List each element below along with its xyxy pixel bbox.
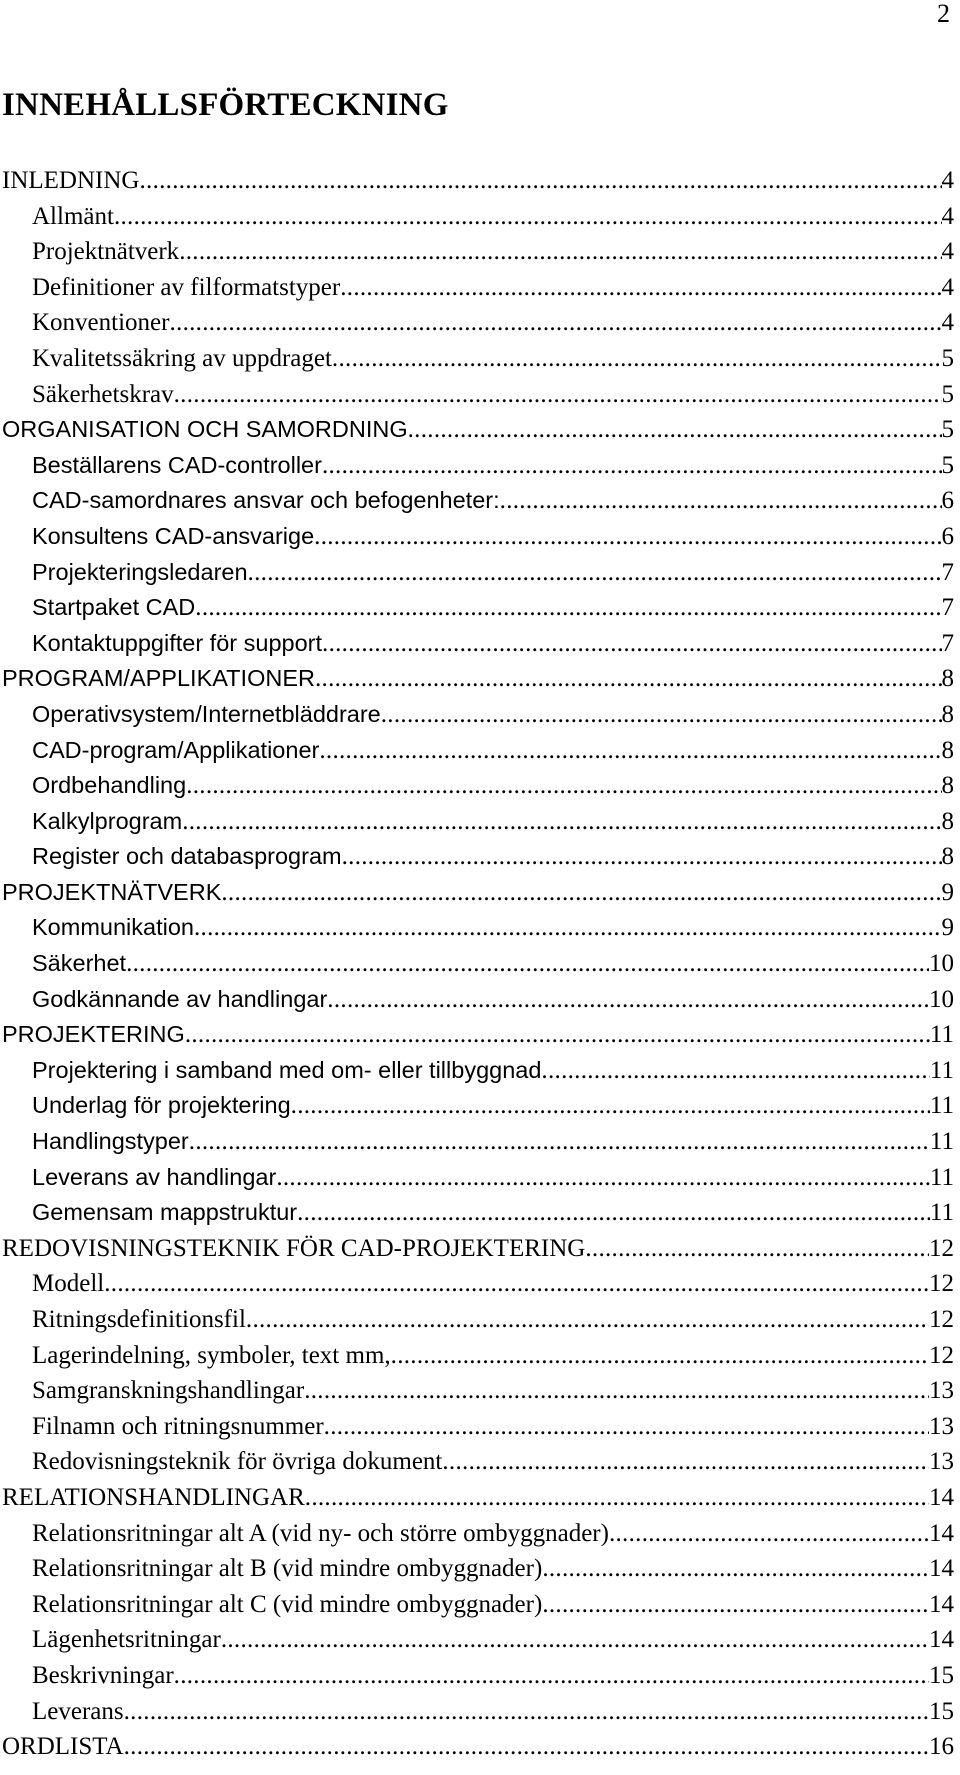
toc-dot-leader [246,1302,929,1338]
toc-section-entry[interactable] [2,1551,954,1587]
toc-entry-page-number: 4 [941,309,954,337]
toc-section-entry[interactable] [2,1658,954,1694]
toc-entry-page-number: 11 [929,1199,954,1227]
toc-entry-page-number: 9 [941,878,954,906]
toc-section-entry[interactable] [2,1124,954,1160]
toc-entry-label: Underlag för projektering [32,1092,291,1119]
toc-entry-label: Säkerhetskrav [32,380,174,408]
toc-dot-leader [342,839,942,875]
toc-dot-leader [297,1195,930,1231]
toc-entry-page-number: 13 [929,1448,954,1476]
table-of-contents [2,163,954,1765]
toc-entry-page-number: 8 [941,772,954,800]
toc-dot-leader [542,1587,929,1623]
toc-dot-leader [332,341,942,377]
toc-section-entry[interactable] [2,1160,954,1196]
toc-entry-page-number: 5 [941,416,954,444]
toc-dot-leader [182,804,941,840]
toc-entry-label: Beställarens CAD-controller [32,451,322,478]
toc-dot-leader [169,305,941,341]
toc-section-entry[interactable] [2,1195,954,1231]
page-number: 2 [937,0,950,28]
toc-entry-label: Projektnätverk [32,238,180,266]
toc-section-entry[interactable] [2,1302,954,1338]
toc-section-entry[interactable] [2,946,954,982]
toc-entry-label: PROJEKTNÄTVERK [2,878,222,905]
toc-entry-label: Kvalitetssäkring av uppdraget [32,344,332,372]
toc-dot-leader [139,163,941,199]
toc-dot-leader [304,1373,929,1409]
toc-dot-leader [174,377,942,413]
toc-section-entry[interactable] [2,1622,954,1658]
toc-chapter-entry[interactable] [2,661,954,697]
toc-entry-label: PROJEKTERING [2,1021,185,1048]
toc-entry-label: Projekteringsledaren [32,558,248,585]
toc-entry-label: ORGANISATION OCH SAMORDNING [2,416,408,443]
toc-entry-page-number: 12 [929,1270,954,1298]
toc-entry-label: Kommunikation [32,914,194,941]
toc-entry-page-number: 12 [929,1234,954,1262]
toc-section-entry[interactable] [2,1266,954,1302]
toc-dot-leader [391,1338,929,1374]
toc-entry-label: Samgranskningshandlingar [32,1377,305,1405]
toc-entry-label: Relationsritningar alt B (vid mindre ombyggnader) [32,1555,543,1583]
toc-entry-label: Ordbehandling [32,772,187,799]
toc-entry-page-number: 4 [941,238,954,266]
toc-entry-page-number: 12 [929,1306,954,1333]
toc-entry-page-number: 15 [929,1697,954,1725]
toc-entry-label: ORDLISTA [2,1733,124,1761]
toc-chapter-entry[interactable] [2,412,954,448]
toc-section-entry[interactable] [2,804,954,840]
toc-entry-page-number: 14 [929,1555,954,1583]
toc-entry-page-number: 7 [941,558,954,586]
toc-dot-leader [408,412,942,448]
toc-dot-leader [381,697,942,733]
toc-section-entry[interactable] [2,982,954,1018]
toc-dot-leader [609,1516,929,1552]
toc-entry-label: Modell [32,1270,105,1298]
toc-dot-leader [114,199,942,235]
toc-entry-page-number: 14 [929,1626,954,1654]
toc-entry-label: Operativsystem/Internetbläddrare [32,700,381,727]
toc-dot-leader [291,1088,930,1124]
toc-dot-leader [124,1694,929,1730]
toc-entry-label: Allmänt [32,202,114,230]
toc-entry-label: Lagerindelning, symboler, text mm, [32,1341,391,1369]
toc-chapter-entry[interactable] [2,1480,954,1516]
toc-entry-label: CAD-program/Applikationer [32,736,320,763]
toc-section-entry[interactable] [2,1409,954,1445]
toc-section-entry[interactable] [2,1338,954,1374]
toc-entry-page-number: 7 [941,629,954,657]
toc-dot-leader [221,875,941,911]
toc-entry-page-number: 5 [941,451,954,479]
toc-dot-leader [319,733,941,769]
toc-section-entry[interactable] [2,377,954,413]
toc-entry-label: Kalkylprogram [32,807,183,834]
toc-dot-leader [186,768,941,804]
toc-dot-leader [104,1266,929,1302]
toc-entry-page-number: 9 [941,914,954,942]
toc-entry-page-number: 4 [941,167,954,194]
toc-section-entry[interactable] [2,1088,954,1124]
toc-entry-page-number: 14 [929,1590,954,1618]
toc-dot-leader [124,1729,929,1765]
toc-chapter-entry[interactable] [2,875,954,911]
toc-chapter-entry[interactable] [2,1729,954,1765]
toc-chapter-entry[interactable] [2,163,954,199]
toc-dot-leader [442,1444,929,1480]
toc-entry-label: Konsultens CAD-ansvarige [32,522,315,549]
toc-entry-page-number: 11 [929,1056,954,1084]
toc-entry-label: Relationsritningar alt C (vid mindre ombyggnader) [32,1590,543,1618]
toc-entry-label: Säkerhet [32,950,127,977]
toc-entry-page-number: 13 [929,1377,954,1405]
toc-section-entry[interactable] [2,555,954,591]
toc-entry-page-number: 5 [941,380,954,408]
toc-dot-leader [179,234,941,270]
toc-dot-leader [194,910,942,946]
toc-entry-label: RELATIONSHANDLINGAR [2,1483,305,1511]
toc-entry-page-number: 11 [929,1128,954,1156]
toc-entry-page-number: 12 [929,1341,954,1369]
toc-section-entry[interactable] [2,448,954,484]
toc-section-entry[interactable] [2,341,954,377]
toc-section-entry[interactable] [2,626,954,662]
toc-dot-leader [174,1658,929,1694]
toc-entry-label: PROGRAM/APPLIKATIONER [2,665,315,692]
toc-entry-page-number: 8 [941,665,954,693]
toc-entry-page-number: 4 [941,202,954,230]
toc-section-entry[interactable] [2,1373,954,1409]
toc-dot-leader [189,1124,930,1160]
toc-entry-page-number: 5 [941,344,954,372]
toc-entry-label: Register och databasprogram [32,843,342,870]
toc-section-entry[interactable] [2,733,954,769]
toc-dot-leader [327,982,929,1018]
toc-section-entry[interactable] [2,590,954,626]
toc-dot-leader [322,626,941,662]
toc-entry-page-number: 10 [929,985,954,1013]
toc-entry-label: INLEDNING [2,167,140,194]
toc-entry-label: Kontaktuppgifter för support [32,629,323,656]
toc-entry-page-number: 10 [929,950,954,978]
toc-entry-page-number: 11 [929,1163,954,1191]
toc-section-entry[interactable] [2,305,954,341]
toc-entry-page-number: 11 [929,1092,954,1120]
toc-entry-page-number: 11 [929,1021,954,1049]
toc-section-entry[interactable] [2,768,954,804]
toc-dot-leader [305,1480,929,1516]
toc-entry-page-number: 7 [941,594,954,622]
toc-entry-page-number: 8 [941,700,954,728]
toc-dot-leader [221,1622,929,1658]
toc-entry-page-number: 8 [941,807,954,835]
toc-dot-leader [542,1551,929,1587]
toc-entry-page-number: 15 [929,1661,954,1689]
toc-dot-leader [126,946,929,982]
toc-entry-page-number: 6 [941,522,954,550]
toc-entry-page-number: 8 [941,736,954,764]
toc-dot-leader [585,1231,929,1267]
toc-entry-label: REDOVISNINGSTEKNIK FÖR CAD-PROJEKTERING [2,1234,586,1262]
toc-entry-label: Godkännande av handlingar [32,985,328,1012]
toc-entry-page-number: 14 [929,1519,954,1547]
toc-entry-label: Startpaket CAD [32,594,196,621]
toc-section-entry[interactable] [2,1516,954,1552]
toc-section-entry[interactable] [2,483,954,519]
toc-entry-label: Ritningsdefinitionsfil [32,1306,246,1333]
toc-entry-label: Gemensam mappstruktur [32,1199,298,1226]
toc-chapter-entry[interactable] [2,1017,954,1053]
toc-section-entry[interactable] [2,1053,954,1089]
toc-entry-label: Handlingstyper [32,1128,189,1155]
toc-section-entry[interactable] [2,234,954,270]
toc-chapter-entry[interactable] [2,1231,954,1267]
toc-entry-page-number: 4 [941,273,954,301]
toc-entry-label: Filnamn och ritningsnummer [32,1412,324,1440]
toc-section-entry[interactable] [2,910,954,946]
toc-entry-label: Lägenhetsritningar [32,1626,221,1654]
toc-entry-page-number: 14 [929,1483,954,1511]
toc-entry-label: Redovisningsteknik för övriga dokument [32,1448,443,1476]
toc-entry-label: Leverans [32,1697,124,1725]
toc-entry-page-number: 6 [941,487,954,515]
toc-title: INNEHÅLLSFÖRTECKNING [2,87,449,123]
toc-entry-label: Konventioner [32,309,170,337]
toc-dot-leader [340,270,941,306]
toc-section-entry[interactable] [2,1587,954,1623]
toc-dot-leader [315,661,942,697]
toc-entry-page-number: 8 [941,843,954,871]
toc-entry-label: Relationsritningar alt A (vid ny- och större ombyggnader) [32,1519,609,1547]
toc-entry-page-number: 16 [929,1733,954,1761]
toc-dot-leader [248,555,942,591]
toc-entry-label: Projektering i samband med om- eller tillbyggnad [32,1056,542,1083]
toc-section-entry[interactable] [2,270,954,306]
toc-dot-leader [541,1053,930,1089]
toc-entry-label: Beskrivningar [32,1661,174,1689]
toc-dot-leader [195,590,941,626]
toc-entry-label: Leverans av handlingar [32,1163,277,1190]
toc-entry-label: Definitioner av filformatstyper [32,273,341,301]
toc-dot-leader [185,1017,930,1053]
toc-entry-page-number: 13 [929,1412,954,1440]
toc-dot-leader [276,1160,930,1196]
toc-dot-leader [322,448,942,484]
toc-dot-leader [314,519,941,555]
toc-section-entry[interactable] [2,1694,954,1730]
toc-entry-label: CAD-samordnares ansvar och befogenheter: [32,487,500,514]
toc-dot-leader [324,1409,929,1445]
toc-dot-leader [500,483,942,519]
toc-section-entry[interactable] [2,199,954,235]
toc-section-entry[interactable] [2,839,954,875]
toc-section-entry[interactable] [2,1444,954,1480]
toc-section-entry[interactable] [2,519,954,555]
toc-section-entry[interactable] [2,697,954,733]
